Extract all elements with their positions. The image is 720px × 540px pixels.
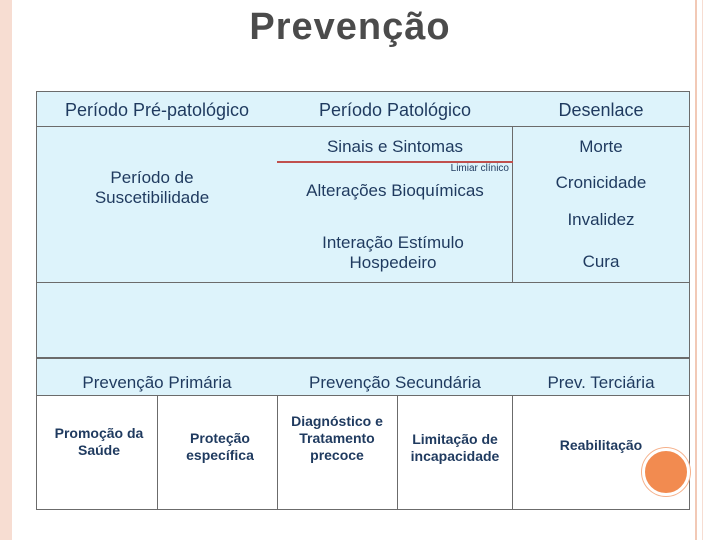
header-patologico: Período Patológico (318, 100, 472, 120)
prevencao-terciaria: Prev. Terciária (547, 373, 655, 392)
desenlace-morte: Morte (579, 137, 623, 156)
diagnostico-tratamento-precoce: Diagnóstico e Tratamento precoce (291, 413, 383, 463)
reabilitacao: Reabilitação (559, 437, 643, 453)
page-title: Prevenção (249, 6, 451, 48)
prevention-table (36, 358, 690, 510)
limitacao-incapacidade: Limitação de incapacidade (410, 431, 500, 464)
sinais-sintomas: Sinais e Sintomas (326, 137, 464, 156)
desenlace-cronicidade: Cronicidade (555, 173, 647, 192)
protecao-especifica: Proteção específica (186, 430, 254, 463)
prevencao-primaria: Prevenção Primária (82, 373, 232, 392)
periodo-suscetibilidade: Período de Suscetibilidade (94, 168, 210, 208)
desenlace-cura: Cura (582, 252, 620, 271)
promocao-saude: Promoção da Saúde (54, 425, 144, 458)
prevencao-secundaria: Prevenção Secundária (308, 373, 481, 392)
orange-circle-decoration (642, 448, 690, 496)
periods-bottom-divider (37, 282, 689, 283)
secundaria-subdivider (397, 395, 398, 509)
periods-table (36, 91, 690, 358)
interacao-estimulo-hospedeiro: Interação Estímulo Hospedeiro (322, 233, 464, 273)
right-decorative-line-thin (702, 0, 703, 540)
header-desenlace: Desenlace (558, 100, 644, 120)
primaria-subdivider (157, 395, 158, 509)
left-decorative-stripe (0, 0, 12, 540)
right-decorative-line (695, 0, 697, 540)
header-pre-patologico: Período Pré-patológico (64, 100, 250, 120)
header-divider (37, 126, 689, 127)
limiar-clinico-label: Limiar clínico (450, 163, 509, 174)
primaria-secundaria-divider (277, 395, 278, 509)
alteracoes-bioquimicas: Alterações Bioquímicas (306, 181, 484, 200)
desenlace-invalidez: Invalidez (567, 210, 635, 229)
prevention-header-divider (37, 395, 689, 396)
